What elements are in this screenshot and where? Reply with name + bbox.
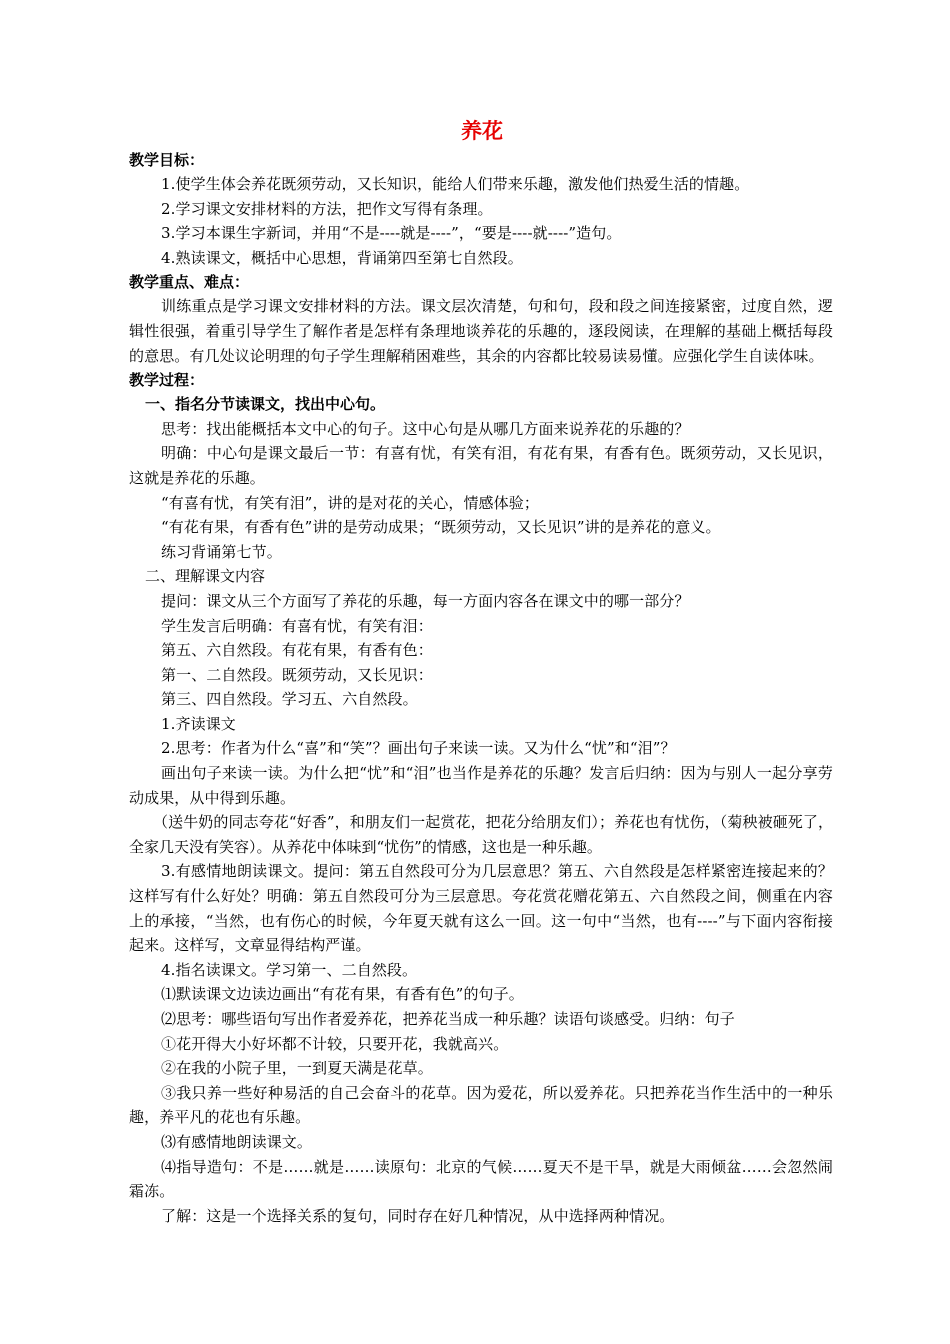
goal-item: 1.使学生体会养花既须劳动，又长知识，能给人们带来乐趣，激发他们热爱生活的情趣。	[161, 175, 750, 193]
paragraph: ⑴默读课文边读边画出“有花有果，有香有色”的句子。	[161, 985, 524, 1004]
part2-heading: 二、理解课文内容	[145, 567, 266, 586]
paragraph: 学生发言后明确：有喜有忧，有笑有泪：	[161, 616, 433, 635]
paragraph: ②在我的小院子里，一到夏天满是花草。	[161, 1059, 433, 1078]
paragraph: ①花开得大小好坏都不计较，只要开花，我就高兴。	[161, 1034, 509, 1053]
goal-item: 3.学习本课生字新词，并用“不是----就是----”，“要是----就----”造句。	[161, 224, 622, 243]
paragraph: 提问：课文从三个方面写了养花的乐趣，每一方面内容各在课文中的哪一部分？	[161, 591, 690, 610]
note-paragraph: （送牛奶的同志夸花“好香”，和朋友们一起赏花，把花分给朋友们）；养花也有忧伤，（菊秧被砸死了，全家几天没有笑容）。从养花中体味到“忧伤”的情感，这也是一种乐趣。	[129, 813, 833, 856]
part1-heading: 一、指名分节读课文，找出中心句。	[145, 395, 386, 414]
process-heading: 教学过程：	[129, 371, 205, 390]
paragraph: ⑶有感情地朗读课文。	[161, 1132, 313, 1151]
paragraph: 明确：中心句是课文最后一节：有喜有忧，有笑有泪，有花有果，有香有色。既须劳动，又长见识，这就是养花的乐趣。	[129, 444, 833, 487]
paragraph: 第五、六自然段。有花有果，有香有色：	[161, 641, 433, 660]
paragraph: 画出句子来读一读。为什么把“忧”和“泪”也当作是养花的乐趣？发言后归纳：因为与别人一起分享劳动成果，从中得到乐趣。	[129, 764, 833, 807]
paragraph: 1.齐读课文	[161, 714, 236, 733]
goal-item: 2.学习课文安排材料的方法，把作文写得有条理。	[161, 199, 493, 218]
paragraph: 第一、二自然段。既须劳动，又长见识：	[161, 665, 433, 684]
focus-heading: 教学重点、难点：	[129, 273, 250, 292]
paragraph: 了解：这是一个选择关系的复句，同时存在好几种情况，从中选择两种情况。	[161, 1206, 675, 1225]
focus-paragraph: 训练重点是学习课文安排材料的方法。课文层次清楚，句和句，段和段之间连接紧密，过度自然，逻辑性很强，着重引导学生了解作者是怎样有条理地谈养花的乐趣的，逐段阅读，在理解的基础上概括每段的意思。有几处议论明理的句子学生理解稍困难些，其余的内容都比较易读易懂。应强化学生自读体味。	[129, 297, 833, 365]
paragraph: “有花有果，有香有色”讲的是劳动成果；“既须劳动，又长见识”讲的是养花的意义。	[161, 518, 721, 537]
paragraph: 第三、四自然段。学习五、六自然段。	[161, 690, 418, 709]
document-title: 养花	[461, 118, 503, 143]
paragraph: ⑷指导造句：不是……就是……读原句：北京的气候……夏天不是干旱，就是大雨倾盆……会忽然闹霜冻。	[129, 1157, 833, 1201]
goals-heading: 教学目标：	[129, 151, 205, 169]
paragraph: 2.思考：作者为什么“喜”和“笑”？画出句子来读一读。又为什么“忧”和“泪”？	[161, 739, 676, 758]
paragraph: ③我只养一些好种易活的自己会奋斗的花草。因为爱花，所以爱养花。只把养花当作生活中的一种乐趣，养平凡的花也有乐趣。	[129, 1083, 833, 1127]
paragraph: “有喜有忧，有笑有泪”，讲的是对花的关心，情感体验；	[161, 493, 539, 512]
paragraph: ⑵思考：哪些语句写出作者爱养花，把养花当成一种乐趣？读语句谈感受。归纳：句子	[161, 1010, 735, 1028]
document-page	[129, 116, 833, 1228]
paragraph: 思考：找出能概括本文中心的句子。这中心句是从哪几方面来说养花的乐趣的？	[161, 419, 690, 438]
paragraph: 练习背诵第七节。	[161, 542, 282, 561]
paragraph: 4.指名读课文。学习第一、二自然段。	[161, 960, 418, 979]
paragraph: 3.有感情地朗读课文。提问：第五自然段可分为几层意思？第五、六自然段是怎样紧密连接起来的？这样写有什么好处？明确：第五自然段可分为三层意思。夸花赏花赠花第五、六自然段之间，侧重在内容上的承接，“当然，也有伤心的时候，今年夏天就有这么一回。这一句中“当然，也有----”与下面内容衔接起来。这样写，文章显得结构严谨。	[129, 862, 833, 955]
goal-item: 4.熟读课文，概括中心思想，背诵第四至第七自然段。	[161, 248, 523, 267]
